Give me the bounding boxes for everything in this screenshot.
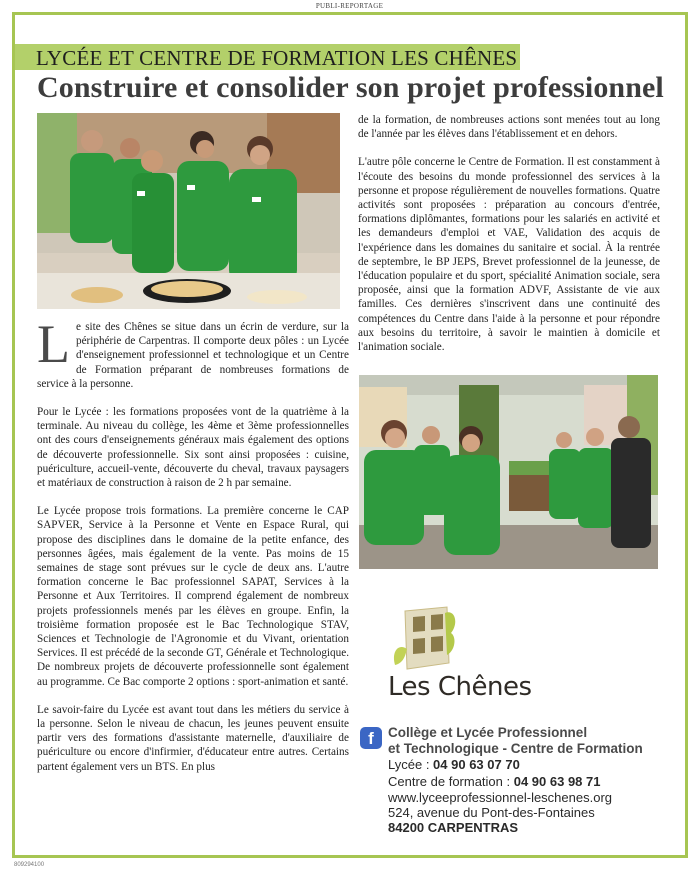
facebook-icon[interactable]: f	[360, 727, 382, 749]
article-column-left	[37, 314, 349, 774]
address-line: 524, avenue du Pont-des-Fontaines	[388, 805, 595, 820]
intro-paragraph: Le site des Chênes se situe dans un écrin de verdure, sur la périphérie de Carpentras. Il comporte deux pôles : un Lycée d'enseignement professionnel et technologique et un Centre de Formation préparant de nombreuses formations de service à la personne.	[37, 314, 349, 390]
city-line: 84200 CARPENTRAS	[388, 820, 519, 835]
lycee-phone-line: Lycée : 04 90 63 07 70	[388, 757, 520, 772]
centre-phone-line: Centre de formation : 04 90 63 98 71	[388, 774, 601, 789]
school-name: LYCÉE ET CENTRE DE FORMATION LES CHÊNES	[36, 46, 518, 70]
centre-phone: 04 90 63 98 71	[513, 774, 601, 789]
logo-wordmark: Les Chênes	[388, 672, 532, 702]
school-name-banner	[15, 44, 520, 70]
students-garden-photo	[359, 375, 658, 569]
article-column-right	[358, 113, 660, 354]
lycee-phone: 04 90 63 07 70	[433, 757, 520, 772]
website-link[interactable]: www.lyceeprofessionnel-leschenes.org	[388, 790, 613, 805]
footer-code: 809294100	[14, 862, 45, 868]
lycee-paragraph: Pour le Lycée : les formations proposées vont de la quatrième à la terminale. Au niveau du collège, les 4ème et 3ème professionnelles ont des cours d'enseignements généraux mais également des options de découverte professionnelle. Six sont ainsi proposées : cuisine, puériculture, accueil-vente, découverte du cheval, travaux paysagers et matériaux de construction à raison de 2 h par semaine.	[37, 406, 349, 490]
savoir-faire-paragraph: Le savoir-faire du Lycée est avant tout dans les métiers du service à la personne. Selon le niveau de chacun, les jeunes peuvent ensuite partir vers des formations d'assistante maternelle, d'auxiliaire de puériculture ou encore d'infirmier, d'éducateur entre autres. Certains partent également vers un BTS. En plus	[37, 703, 349, 773]
students-crepe-photo	[37, 113, 340, 309]
continued-paragraph: de la formation, de nombreuses actions sont menées tout au long de l'année par les élèves dans l'établissement et en dehors.	[358, 114, 660, 141]
article-headline: Construire et consolider son projet professionnel	[37, 71, 664, 104]
publi-reportage-tag: PUBLI-REPORTAGE	[315, 2, 384, 10]
dropcap: L	[37, 314, 70, 374]
centre-paragraph: L'autre pôle concerne le Centre de Formation. Il est constamment à l'écoute des besoins du monde professionnel des services à la personne et propose régulièrement de nouvelles formations. Quatre activités sont proposées : préparation au concours d'entrée, formations diplômantes, formations pour les salariés en activité et les demandeurs d'emploi et VAE, Validation des acquis de l'expérience dans les domaines du sanitaire et social. À la rentrée de septembre, le BP JEPS, Brevet professionnel de la jeunesse, de l'éducation populaire et du sport, spécialité Animation sociale, sera proposée, ainsi que la formation ADVF, Assistante de vie aux familles. Ces dernières s'inscrivent dans une continuité des compétences du Centre dans l'aide à la personne et pour répondre aux besoins du territoire, à savoir le maintien à domicile et l'animation sociale.	[358, 156, 660, 354]
contact-name-line2: et Technologique - Centre de Formation	[388, 741, 643, 756]
formations-paragraph: Le Lycée propose trois formations. La première concerne le CAP SAPVER, Service à la Personne et Vente en Espace Rural, qui propose des disciplines dans le domaine de la petite enfance, des personnes âgées, mais également de la vente. Pas moins de 15 semaines de stage sont prévues sur le cycle de deux ans. L'autre formation concerne le Bac professionnel SAPAT, Services à la Personne et Aux Territoires. Il comprend également de nombreux projets professionnels menés par les élèves en groupe. Enfin, la troisième formation proposée est le Bac Technologique STAV, Sciences et Technologie de l'Agronomie et du Vivant, orientation Services. Il est précédé de la seconde GT, Générale et Technologique. De nombreux projets de découverte professionnelle sont également au programme. Ce Bac comporte 2 options : sport-animation et santé.	[37, 505, 349, 688]
contact-name-line1: Collège et Lycée Professionnel	[388, 725, 588, 740]
